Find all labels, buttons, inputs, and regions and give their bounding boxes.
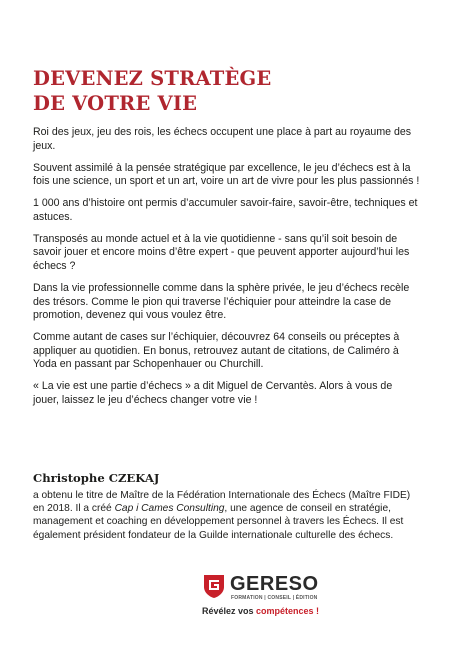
title-line-1: DEVENEZ STRATÈGE (33, 67, 272, 90)
author-bio-text: , une agence de conseil en stratégie, management et coaching en développement personnel à travers les Échecs. Il est également président fondateur de la Guilde internationale culturelle des échecs. (33, 503, 404, 541)
title-line-2: DE VOTRE VIE (33, 92, 198, 115)
blurb-paragraph: Dans la vie professionnelle comme dans la sphère privée, le jeu d’échecs recèle des trésors. Comme le pion qui traverse l’échiquier pour atteindre la case de promotion, devenez qui vous voulez être. (33, 281, 410, 322)
blurb-paragraph: « La vie est une partie d’échecs » a dit Miguel de Cervantès. Alors à vous de jouer, laissez le jeu d’échecs changer votre vie ! (33, 380, 393, 406)
publisher-logo (202, 573, 334, 623)
author-bio-text: a obtenu le titre de Maître de la Fédération Internationale des Échecs (Maître FIDE) en 2018. Il a créé (33, 490, 411, 515)
blurb-paragraph: Comme autant de cases sur l’échiquier, découvrez 64 conseils ou préceptes à appliquer au quotidien. En bonus, retrouvez autant de citations, de Caliméro à Yoda en passant par Schopenhauer ou Churchill. (33, 331, 400, 371)
brand-tagline (202, 606, 319, 616)
blurb-paragraph: 1 000 ans d’histoire ont permis d’accumuler savoir-faire, savoir-être, techniques et astuces. (33, 197, 418, 223)
company-name: Cap i Cames Consulting (114, 503, 225, 515)
blurb-paragraph: Roi des jeux, jeu des rois, les échecs occupent une place à part au royaume des jeux. (33, 126, 412, 152)
tagline-text: Révélez vos (202, 606, 257, 616)
tagline-accent: compétences ! (256, 606, 320, 616)
author-name: Christophe CZEKAJ (33, 471, 160, 485)
brand-subtitle: FORMATION | CONSEIL | ÉDITION (231, 595, 318, 601)
gereso-shield-icon (202, 573, 226, 599)
blurb-paragraph: Transposés au monde actuel et à la vie quotidienne - sans qu’il soit besoin de savoir jouer et encore moins d’être expert - que peuvent apporter aujourd’hui les échecs ? (33, 232, 410, 272)
blurb-paragraph: Souvent assimilé à la pensée stratégique par excellence, le jeu d’échecs est à la fois une science, un sport et un art, voire un art de vivre pour les plus passionnés ! (33, 161, 420, 188)
brand-name: GERESO (230, 573, 319, 595)
author-section (33, 471, 423, 542)
author-bio (33, 489, 423, 542)
book-title (33, 66, 423, 116)
blurb (33, 126, 421, 416)
